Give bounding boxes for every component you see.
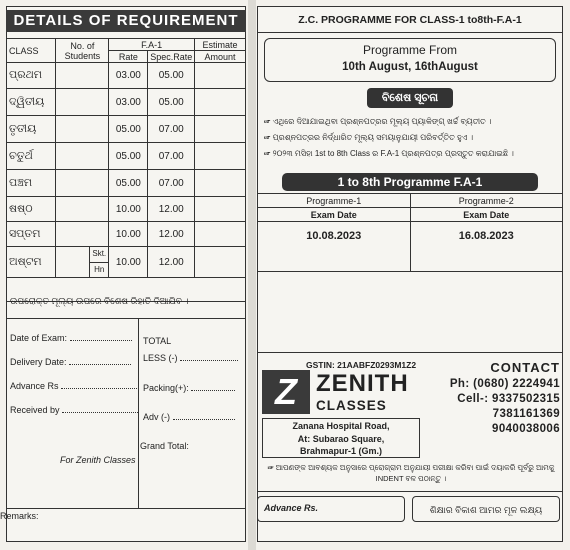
logo-mark: Z [262, 370, 310, 414]
remarks-field[interactable] [0, 511, 39, 521]
for-zenith-label: For Zenith Classes [60, 455, 136, 465]
programme-from-label: Programme From [362, 43, 457, 57]
students-cell[interactable] [56, 63, 109, 89]
rate-cell: 05.00 [109, 116, 148, 143]
spec-rate-cell: 05.00 [148, 89, 195, 116]
students-cell[interactable] [56, 89, 109, 116]
spec-rate-cell: 07.00 [148, 170, 195, 197]
col-fa: F.A-1 [109, 39, 195, 51]
grand-total-label: Grand Total: [140, 441, 189, 451]
programme-title: Z.C. PROGRAMME FOR CLASS-1 to8th-F.A-1 [298, 14, 522, 26]
students-cell[interactable] [56, 247, 109, 278]
skt-label: Skt. [90, 247, 108, 263]
exam-date-label-1: Exam Date [258, 208, 411, 222]
delivery-date-label: Delivery Date: [10, 357, 67, 367]
table-row [7, 143, 246, 170]
col-estimate: Estimate [194, 39, 245, 51]
spec-rate-cell: 07.00 [148, 116, 195, 143]
exam-date-1: 10.08.2023 [258, 222, 411, 272]
amount-cell[interactable] [194, 143, 245, 170]
programme-from-box [264, 38, 556, 82]
table-row [7, 197, 246, 222]
discount-note: ଉପରୋକ୍ତ ମୂଲ୍ୟ ଉପରେ ବିଶେଷ ରିହାତି ଦିଆଯିବ । [10, 296, 189, 306]
programme-dates: 10th August, 16thAugust [342, 61, 478, 73]
spec-rate-cell: 07.00 [148, 143, 195, 170]
table-row [7, 89, 246, 116]
pointing-hand-icon: ☞ [264, 117, 271, 126]
spec-rate-cell: 05.00 [148, 63, 195, 89]
amount-cell[interactable] [194, 197, 245, 222]
grand-total-field[interactable] [140, 441, 189, 451]
adv-field[interactable] [143, 412, 235, 422]
amount-cell[interactable] [194, 247, 245, 278]
class-name: ତୃତୀୟ [7, 116, 56, 143]
exam-date-label-2: Exam Date [410, 208, 563, 222]
col-class: CLASS [7, 39, 56, 63]
note-item: ☞ ୨୦୨୩ ମସିହା 1st to 8th Class ର F.A-1 ପ୍ରଶ୍ନପତ୍ର ପ୍ରସ୍ତୁତ କରାଯାଇଛି । [264, 149, 514, 158]
col-students: No. of Students [56, 39, 109, 63]
delivery-date-field[interactable] [10, 357, 131, 367]
spec-rate-cell: 12.00 [148, 197, 195, 222]
page-fold [248, 0, 256, 550]
pointing-hand-icon: ☞ [264, 133, 271, 142]
logo-sub: CLASSES [316, 398, 387, 413]
note-item: ☞ ପ୍ରଶ୍ନପତ୍ରର ନିର୍ଦ୍ଧାରିତ ମୂଲ୍ୟ ସମୟାନୁଯାୟୀ ପରିବର୍ତ୍ତିତ ହୁଏ । [264, 133, 474, 142]
advance-label: Advance Rs [10, 381, 59, 391]
special-notice-banner: ବିଶେଷ ସୂଚନା [367, 88, 453, 108]
phone-number: Ph: (0680) 2224941 [449, 378, 560, 390]
class-name: ଚତୁର୍ଥ [7, 143, 56, 170]
programme-table [257, 193, 563, 272]
adv-label: Adv (-) [143, 412, 170, 422]
amount-cell[interactable] [194, 222, 245, 247]
note-item: ☞ ଏଥିରେ ଦିଆଯାଇଥିବା ପ୍ରଶ୍ନପତ୍ରର ମୂଲ୍ୟ ପ୍ୟାକିଙ୍ଗ୍ ଖର୍ଚ୍ଚ ବ୍ୟତୀତ । [264, 117, 492, 126]
date-of-exam-label: Date of Exam: [10, 333, 68, 343]
class-name: ଦ୍ୱିତୀୟ [7, 89, 56, 116]
table-row [7, 116, 246, 143]
class-name: ଷଷ୍ଠ [7, 197, 56, 222]
advance-field[interactable] [10, 381, 137, 391]
table-row [7, 247, 246, 278]
contact-heading: CONTACT [490, 360, 560, 375]
col-rate: Rate [109, 51, 148, 63]
rate-cell: 05.00 [109, 170, 148, 197]
spec-rate-cell: 12.00 [148, 247, 195, 278]
total-field[interactable] [143, 336, 171, 346]
amount-cell[interactable] [194, 170, 245, 197]
exam-date-2: 16.08.2023 [410, 222, 563, 272]
class-name: ସପ୍ତମ [7, 222, 56, 247]
contact-block [440, 360, 560, 435]
programme-banner: 1 to 8th Programme F.A-1 [282, 173, 538, 191]
motto-box: ଶିକ୍ଷାର ବିକାଶ ଆମର ମୂଳ ଲକ୍ଷ୍ୟ [412, 496, 560, 522]
amount-cell[interactable] [194, 89, 245, 116]
less-field[interactable] [143, 353, 238, 363]
zenith-logo [262, 370, 420, 416]
amount-cell[interactable] [194, 116, 245, 143]
spec-rate-cell: 12.00 [148, 222, 195, 247]
rate-cell: 03.00 [109, 89, 148, 116]
address-line: Brahmapur-1 (Gm.) [299, 446, 382, 456]
requirement-table [6, 38, 246, 302]
students-cell[interactable] [56, 143, 109, 170]
students-cell[interactable] [56, 170, 109, 197]
indent-note: ☞ ଆପଣଙ୍କ ଆବଶ୍ୟକ ଅନୁସାରେ ପ୍ରୋଗ୍ରାମ ଅନୁଯାୟୀ ପରୀକ୍ଷା କରିବା ପାଇଁ ଦୟାକରି ପୂର୍ବରୁ ଆମକୁ INDENT ବଳ ପଠାନ୍ତୁ । [267, 463, 555, 483]
col-spec-rate: Spec.Rate [148, 51, 195, 63]
notes-list [264, 114, 558, 162]
table-row [7, 170, 246, 197]
students-cell[interactable] [56, 116, 109, 143]
less-label: LESS (-) [143, 353, 178, 363]
phone-number: Cell-: 9337502315 [457, 393, 560, 405]
students-cell[interactable] [56, 197, 109, 222]
hn-label: Hn [94, 264, 105, 274]
address-box [262, 418, 420, 458]
date-of-exam-field[interactable] [10, 333, 132, 343]
rate-cell: 03.00 [109, 63, 148, 89]
address-line: At: Subarao Square, [297, 433, 385, 444]
table-row [7, 63, 246, 89]
col-amount: Amount [194, 51, 245, 63]
advance-box: Advance Rs. [257, 496, 405, 522]
class-name: ଅଷ୍ଟମ [7, 247, 56, 278]
packing-field[interactable] [143, 383, 235, 393]
remarks-label: Remarks: [0, 511, 39, 521]
programme-2-header: Programme-2 [410, 194, 563, 208]
phone-number: 7381161369 [492, 408, 560, 420]
programme-1-header: Programme-1 [258, 194, 411, 208]
phone-number: 9040038006 [492, 423, 560, 435]
requirement-title: DETAILS OF REQUIREMENT [6, 10, 246, 32]
students-cell[interactable] [56, 222, 109, 247]
pointing-hand-icon: ☞ [264, 149, 271, 158]
logo-word: ZENITH [316, 370, 409, 397]
rate-cell: 10.00 [109, 222, 148, 247]
received-by-field[interactable] [10, 405, 138, 415]
table-row [7, 222, 246, 247]
total-label: TOTAL [143, 336, 172, 346]
packing-label: Packing(+): [143, 383, 189, 393]
rate-cell: 05.00 [109, 143, 148, 170]
pointing-hand-icon: ☞ [267, 463, 274, 472]
amount-cell[interactable] [194, 63, 245, 89]
received-by-label: Received by [10, 405, 60, 415]
class-name: ପ୍ରଥମ [7, 63, 56, 89]
class-name: ପଞ୍ଚମ [7, 170, 56, 197]
rate-cell: 10.00 [109, 197, 148, 222]
rate-cell: 10.00 [109, 247, 148, 278]
address-line: Zanana Hospital Road, [292, 421, 390, 431]
gstin-label: GSTIN: 21AABFZ0293M1Z2 [306, 360, 417, 370]
